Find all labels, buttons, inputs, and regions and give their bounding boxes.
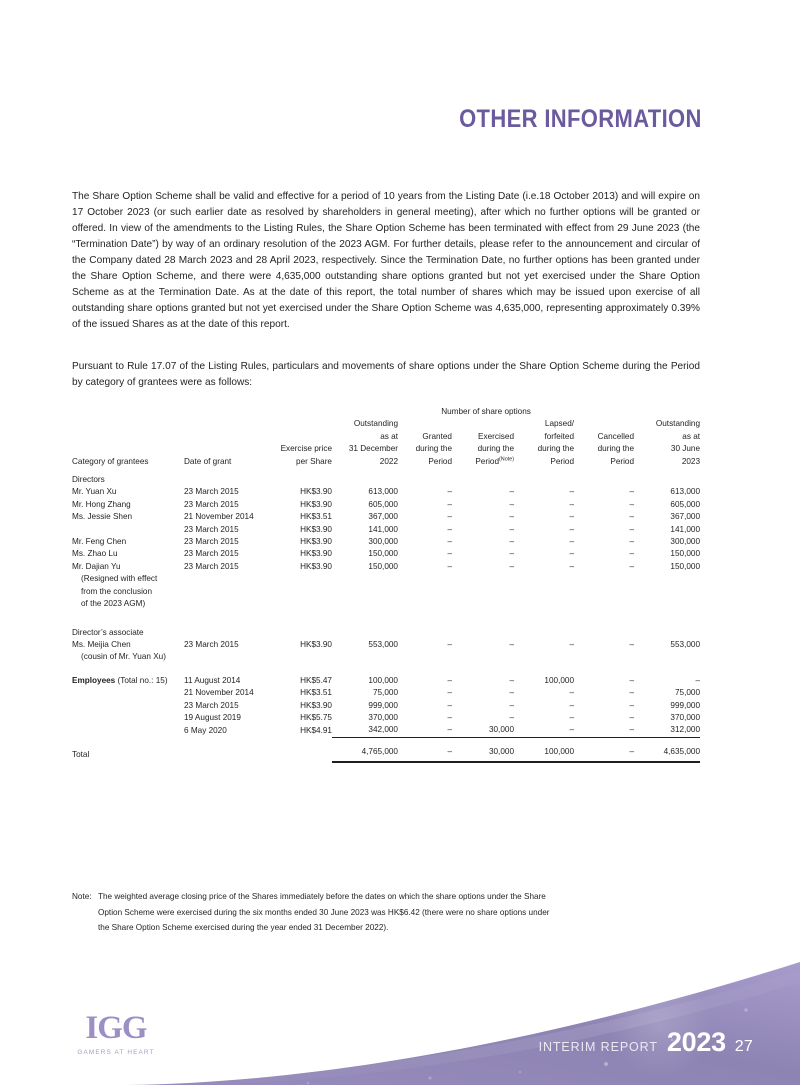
table-row — [72, 561, 700, 573]
th-lapsed-l1: Lapsed/ — [544, 419, 575, 429]
table-row — [72, 687, 700, 699]
th-outstanding-open-l3: 31 December — [348, 444, 398, 454]
cell-date: 23 March 2015 — [184, 561, 239, 571]
cell-cancelled: – — [629, 675, 635, 685]
cell-category-employees — [72, 675, 184, 687]
table-note-row — [72, 651, 700, 663]
cell-granted: – — [447, 549, 452, 559]
igg-wordmark: IGG — [85, 1010, 147, 1046]
total-label: Total — [72, 750, 90, 760]
cell-outstanding-close: 999,000 — [670, 700, 701, 710]
table-row — [72, 486, 700, 498]
cell-outstanding-open: 370,000 — [368, 712, 398, 722]
footer-text-group — [539, 1027, 753, 1058]
th-cancelled-l1: Cancelled — [597, 431, 635, 441]
th-exercise-price-l1: Exercise price — [280, 444, 332, 454]
cell-lapsed: – — [569, 524, 575, 534]
cell-lapsed: 100,000 — [544, 675, 575, 685]
cell-outstanding-open: 150,000 — [368, 561, 398, 571]
table-row — [72, 700, 700, 712]
cell-cancelled: – — [629, 524, 635, 534]
cell-date: 19 August 2019 — [184, 712, 241, 722]
cell-category: Mr. Hong Zhang — [72, 499, 131, 509]
cell-lapsed: – — [569, 700, 575, 710]
section-title-directors-associate: Director’s associate — [72, 627, 144, 637]
page-title: OTHER INFORMATION — [459, 105, 702, 133]
table-row — [72, 548, 700, 560]
report-year: 2023 — [666, 1027, 726, 1057]
cell-exercised: – — [509, 549, 514, 559]
th-exercised-period: Period — [475, 456, 500, 466]
cell-date: 23 March 2015 — [184, 499, 239, 509]
cell-cancelled: – — [629, 512, 635, 522]
cell-price: HK$3.90 — [300, 499, 332, 509]
cell-outstanding-close: 605,000 — [670, 499, 701, 509]
cell-category: Ms. Zhao Lu — [72, 549, 118, 559]
page-number: 27 — [734, 1038, 753, 1055]
cell-granted: – — [447, 639, 452, 649]
table-note-row — [72, 586, 700, 598]
cell-cancelled: – — [629, 700, 635, 710]
table-total-row — [72, 746, 700, 761]
th-outstanding-open-l2: as at — [380, 431, 398, 441]
cell-category: Mr. Dajian Yu — [72, 561, 121, 571]
cell-cancelled: – — [629, 487, 635, 497]
cell-cancelled: – — [629, 639, 635, 649]
cell-date: 21 November 2014 — [184, 688, 254, 698]
cell-exercised: – — [509, 537, 514, 547]
note-line-2: Option Scheme were exercised during the six months ended 30 June 2023 was HK$6.42 (there were no share options under — [98, 907, 550, 917]
table-row — [72, 675, 700, 687]
th-exercise-price-l2: per Share — [296, 456, 332, 466]
total-cancelled: – — [574, 746, 634, 761]
table-row — [72, 724, 700, 737]
cell-date: 23 March 2015 — [184, 524, 239, 534]
note-label: Note: — [72, 892, 92, 901]
table-header-line-1 — [72, 418, 700, 430]
cell-price: HK$3.90 — [300, 700, 332, 710]
th-date-of-grant: Date of grant — [184, 456, 232, 466]
igg-tagline: GAMERS AT HEART — [77, 1049, 155, 1056]
cell-lapsed: – — [569, 537, 575, 547]
igg-logo — [62, 1012, 170, 1056]
cell-cancelled: – — [629, 561, 635, 571]
th-cancelled-l2: during the — [597, 444, 635, 454]
cell-exercised: – — [509, 639, 514, 649]
cell-granted: – — [447, 561, 452, 571]
th-granted-l2: during the — [415, 444, 452, 454]
group-header-number-of-share-options: Number of share options — [441, 407, 531, 416]
total-lapsed: 100,000 — [514, 746, 574, 761]
cell-price: HK$3.90 — [300, 549, 332, 559]
cell-lapsed: – — [569, 688, 575, 698]
cell-outstanding-close: 367,000 — [670, 512, 701, 522]
cell-price: HK$3.90 — [300, 561, 332, 571]
th-granted-l3: Period — [428, 456, 452, 466]
cell-outstanding-open: 367,000 — [368, 512, 398, 522]
table-header-line-2 — [72, 431, 700, 443]
cell-date: 21 November 2014 — [184, 512, 254, 522]
table-note-row — [72, 573, 700, 585]
th-granted-l1: Granted — [422, 431, 452, 441]
table-header-line-3 — [72, 443, 700, 455]
cell-category — [72, 524, 184, 536]
table-group-header-row — [72, 406, 700, 418]
total-outstanding-close: 4,635,000 — [634, 746, 700, 761]
cell-outstanding-close: 150,000 — [670, 561, 701, 571]
table-row — [72, 499, 700, 511]
employees-label: Employees — [72, 675, 116, 685]
cell-cancelled: – — [629, 725, 635, 735]
cell-outstanding-open: 342,000 — [368, 725, 398, 735]
cell-cancelled: – — [629, 688, 635, 698]
cell-exercised: – — [509, 524, 514, 534]
cell-price: HK$5.75 — [300, 712, 332, 722]
cell-cancelled: – — [629, 712, 635, 722]
cell-outstanding-open: 613,000 — [368, 487, 398, 497]
cell-date: 23 March 2015 — [184, 700, 239, 710]
director-note-line: of the 2023 AGM) — [81, 599, 146, 609]
total-granted: – — [398, 746, 452, 761]
cell-outstanding-close: 553,000 — [670, 639, 701, 649]
cell-outstanding-open: 605,000 — [368, 499, 398, 509]
th-outstanding-close-l1: Outstanding — [655, 419, 701, 429]
cell-outstanding-open: 150,000 — [368, 549, 398, 559]
table-subtotal-rule — [72, 737, 700, 746]
total-outstanding-open: 4,765,000 — [332, 746, 398, 761]
cell-lapsed: – — [569, 639, 575, 649]
cell-cancelled: – — [629, 549, 635, 559]
th-lapsed-l4: Period — [550, 456, 575, 466]
cell-granted: – — [447, 688, 452, 698]
cell-exercised: – — [509, 700, 514, 710]
th-outstanding-open-l1: Outstanding — [353, 419, 398, 429]
table-row — [72, 712, 700, 724]
cell-category: Ms. Meijia Chen — [72, 639, 131, 649]
cell-price: HK$3.51 — [300, 688, 332, 698]
note-line-3: the Share Option Scheme exercised during the year ended 31 December 2022). — [98, 923, 389, 933]
th-lapsed-l3: during the — [537, 444, 575, 454]
cell-category: Mr. Feng Chen — [72, 537, 127, 547]
cell-outstanding-close: – — [695, 675, 701, 685]
cell-granted: – — [447, 487, 452, 497]
cell-lapsed: – — [569, 549, 575, 559]
paragraph-rule-1707: Pursuant to Rule 17.07 of the Listing Rules, particulars and movements of share options under the Share Option Scheme during the Period by category of grantees were as follows: — [72, 361, 700, 389]
cell-outstanding-open: 100,000 — [368, 675, 398, 685]
th-exercised-l1: Exercised — [478, 431, 514, 441]
table-note-row — [72, 598, 700, 610]
cell-date: 11 August 2014 — [184, 675, 241, 685]
paragraph-share-option-scheme: The Share Option Scheme shall be valid and effective for a period of 10 years from the Listing Date (i.e.18 October 2013) and will expire on 17 October 2023 (or such earlier date as resolved by shareholders in general meeting), after which no further options will be granted or offered. In view of the amendments to the Listing Rules, the Share Option Scheme has been terminated with effect from 29 June 2023 (the “Termination Date”) by way of an ordinary resolution of the 2023 AGM. For further details, please refer to the announcement and circular of the Company dated 28 March 2023 and 28 April 2023, respectively. Since the Termination Date, no further options has been granted under the Share Option Scheme, and there were 4,635,000 outstanding share options granted but not yet exercised under the Share Option Scheme as at the Termination Date. As at the date of this report, the total number of shares which may be issued upon exercise of all outstanding share options granted but not yet exercised under the Share Option Scheme was 4,635,000, representing approximately 0.39% of the issued Shares as at the date of this report. — [72, 191, 700, 331]
cell-outstanding-close: 141,000 — [670, 524, 701, 534]
th-outstanding-close-l3: 30 June — [670, 444, 701, 454]
cell-granted: – — [447, 499, 452, 509]
table-row — [72, 524, 700, 536]
cell-granted: – — [447, 712, 452, 722]
cell-lapsed: – — [569, 561, 575, 571]
cell-cancelled: – — [629, 499, 635, 509]
share-options-table-wrapper — [72, 406, 700, 763]
cell-lapsed: – — [569, 512, 575, 522]
cell-price: HK$3.90 — [300, 487, 332, 497]
cell-granted: – — [447, 675, 452, 685]
cell-category: Mr. Yuan Xu — [72, 487, 117, 497]
table-row — [72, 536, 700, 548]
cell-exercised: – — [509, 487, 514, 497]
spacer — [72, 664, 700, 675]
employees-total-count: (Total no.: 15) — [115, 675, 168, 685]
cell-exercised: 30,000 — [488, 725, 514, 735]
th-outstanding-close-l4: 2023 — [681, 456, 701, 466]
total-exercised: 30,000 — [452, 746, 514, 761]
cell-granted: – — [447, 537, 452, 547]
cell-date: 23 March 2015 — [184, 487, 239, 497]
section-title-associate-row — [72, 627, 700, 639]
cell-price: HK$4.91 — [300, 725, 332, 735]
cell-granted: – — [447, 524, 452, 534]
cell-cancelled: – — [629, 537, 635, 547]
cell-outstanding-open: 553,000 — [368, 639, 398, 649]
th-cancelled-l3: Period — [610, 456, 635, 466]
associate-note-line: (cousin of Mr. Yuan Xu) — [81, 652, 166, 662]
cell-granted: – — [447, 725, 452, 735]
cell-price: HK$5.47 — [300, 675, 332, 685]
cell-outstanding-close: 370,000 — [670, 712, 701, 722]
cell-outstanding-close: 75,000 — [674, 688, 701, 698]
table-header-line-4 — [72, 456, 700, 468]
cell-outstanding-close: 613,000 — [670, 487, 701, 497]
table-row — [72, 511, 700, 523]
cell-lapsed: – — [569, 712, 575, 722]
cell-granted: – — [447, 700, 452, 710]
th-outstanding-open-l4: 2022 — [379, 456, 398, 466]
share-options-table — [72, 406, 700, 763]
cell-exercised: – — [509, 675, 514, 685]
cell-date: 23 March 2015 — [184, 639, 239, 649]
cell-exercised: – — [509, 561, 514, 571]
cell-outstanding-open: 141,000 — [368, 524, 398, 534]
cell-outstanding-close: 150,000 — [670, 549, 701, 559]
cell-outstanding-open: 300,000 — [368, 537, 398, 547]
th-outstanding-close-l2: as at — [682, 431, 701, 441]
section-title-directors: Directors — [72, 475, 105, 485]
spacer — [72, 611, 700, 627]
cell-date: 23 March 2015 — [184, 537, 239, 547]
cell-outstanding-close: 300,000 — [670, 537, 701, 547]
cell-date: 6 May 2020 — [184, 725, 227, 735]
cell-price: HK$3.90 — [300, 537, 332, 547]
cell-price: HK$3.90 — [300, 639, 332, 649]
cell-date: 23 March 2015 — [184, 549, 239, 559]
cell-category: Ms. Jessie Shen — [72, 512, 133, 522]
cell-lapsed: – — [569, 499, 575, 509]
cell-lapsed: – — [569, 487, 575, 497]
th-exercised-l3 — [452, 456, 514, 468]
cell-exercised: – — [509, 512, 514, 522]
th-exercised-note-marker: (Note) — [499, 455, 514, 462]
cell-exercised: – — [509, 712, 514, 722]
th-category: Category of grantees — [72, 456, 149, 466]
table-footnote — [72, 889, 700, 936]
cell-granted: – — [447, 512, 452, 522]
cell-outstanding-close: 312,000 — [670, 725, 701, 735]
director-note-line: (Resigned with effect — [81, 574, 158, 584]
th-lapsed-l2: forfeited — [544, 431, 575, 441]
th-exercised-l2: during the — [477, 444, 514, 454]
cell-price: HK$3.90 — [300, 524, 332, 534]
table-row — [72, 639, 700, 651]
cell-exercised: – — [509, 688, 514, 698]
cell-price: HK$3.51 — [300, 512, 332, 522]
cell-outstanding-open: 999,000 — [368, 700, 398, 710]
director-note-line: from the conclusion — [81, 586, 152, 596]
cell-lapsed: – — [569, 725, 575, 735]
interim-report-label: INTERIM REPORT — [538, 1040, 658, 1054]
cell-outstanding-open: 75,000 — [372, 688, 398, 698]
section-title-directors-row — [72, 474, 700, 486]
note-line-1: The weighted average closing price of the Shares immediately before the dates on which the share options under the Share — [98, 892, 546, 901]
cell-exercised: – — [509, 499, 514, 509]
